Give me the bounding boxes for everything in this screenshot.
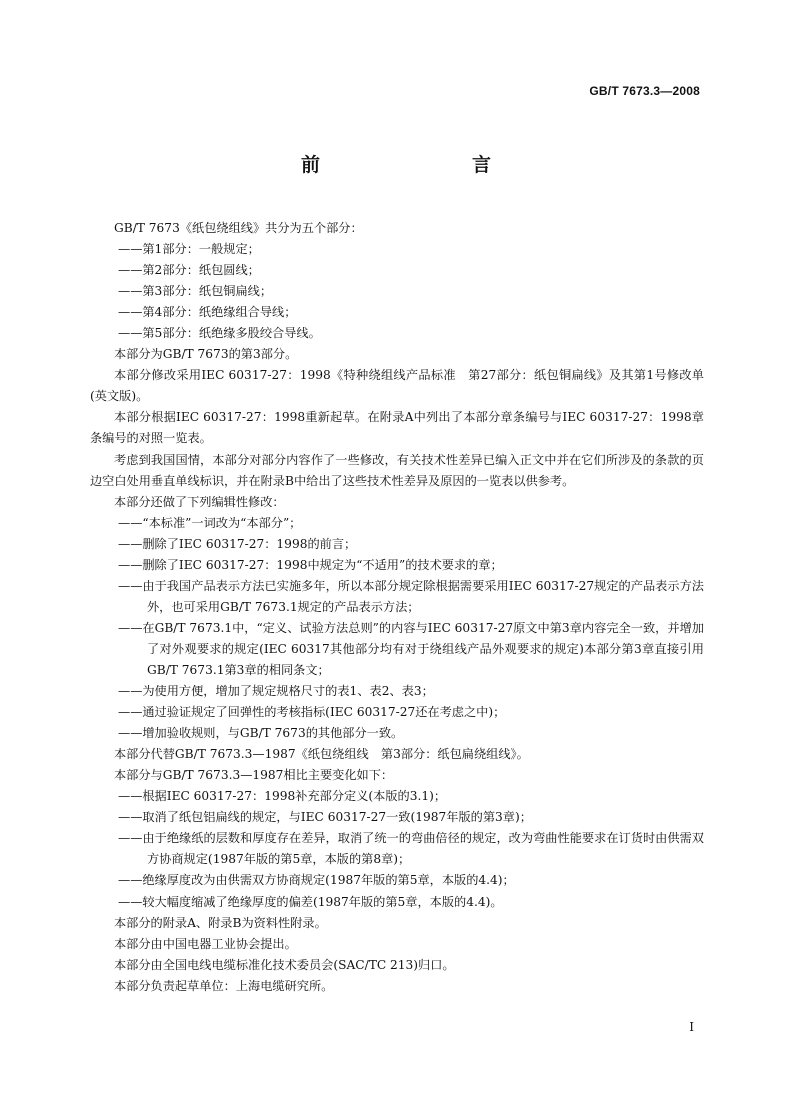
list-item: ——第5部分：纸绝缘多股绞合导线。 (118, 326, 321, 341)
paragraph: 本部分修改采用IEC 60317-27：1998《特种绕组线产品标准 第27部分：纸包铜扁线》及其第1号修改单(英文版)。 (90, 368, 704, 404)
standard-code-header: GB/T 7673.3—2008 (589, 84, 700, 98)
page-number: I (689, 1020, 694, 1034)
list-item: ——取消了纸包铝扁线的规定，与IEC 60317-27一致(1987年版的第3章)； (118, 810, 532, 825)
paragraph: 本部分代替GB/T 7673.3—1987《纸包绕组线 第3部分：纸包扁绕组线》。 (114, 747, 529, 762)
list-item: ——根据IEC 60317-27：1998补充部分定义(本版的3.1)； (118, 789, 447, 804)
list-item: ——在GB/T 7673.1中，“定义、试验方法总则”的内容与IEC 60317-27原文中第3章内容完全一致，并增加了对外观要求的规定(IEC 60317其他部分均有对于绕组线产品外观要求的规定)本部分第3章直接引用GB/T 7673.1第3章的相同条文； (118, 620, 704, 677)
list-item: ——删除了IEC 60317-27：1998中规定为“不适用”的技术要求的章； (118, 557, 503, 572)
list-item: ——由于绝缘纸的层数和厚度存在差异，取消了统一的弯曲倍径的规定，改为弯曲性能要求在订货时由供需双方协商规定(1987年版的第5章，本版的第8章)； (118, 831, 704, 867)
list-item: ——由于我国产品表示方法已实施多年，所以本部分规定除根据需要采用IEC 60317-27规定的产品表示方法外，也可采用GB/T 7673.1规定的产品表示方法； (118, 578, 704, 614)
paragraph: 本部分为GB/T 7673的第3部分。 (114, 347, 298, 362)
paragraph: 本部分还做了下列编辑性修改： (114, 494, 285, 509)
list-item: ——第1部分：一般规定； (118, 242, 260, 257)
list-item: ——增加验收规则，与GB/T 7673的其他部分一致。 (118, 726, 404, 741)
paragraph: 本部分由全国电线电缆标准化技术委员会(SAC/TC 213)归口。 (114, 957, 455, 972)
list-item: ——通过验证规定了回弹性的考核指标(IEC 60317-27还在考虑之中)； (118, 705, 506, 720)
paragraph: 本部分由中国电器工业协会提出。 (114, 936, 297, 951)
paragraph: 本部分根据IEC 60317-27：1998重新起草。在附录A中列出了本部分章条编号与IEC 60317-27：1998章条编号的对照一览表。 (90, 410, 704, 446)
list-item: ——“本标准”一词改为“本部分”； (118, 515, 302, 530)
list-item: ——第3部分：纸包铜扁线； (118, 284, 273, 299)
list-item: ——删除了IEC 60317-27：1998的前言； (118, 536, 357, 551)
list-item: ——绝缘厚度改为由供需双方协商规定(1987年版的第5章，本版的4.4)； (118, 873, 515, 888)
paragraph: GB/T 7673《纸包绕组线》共分为五个部分： (114, 221, 363, 235)
list-item: ——第4部分：纸绝缘组合导线； (118, 305, 297, 320)
document-body (90, 218, 704, 997)
paragraph: 本部分负责起草单位：上海电缆研究所。 (114, 978, 334, 993)
list-item: ——较大幅度缩减了绝缘厚度的偏差(1987年版的第5章，本版的4.4)。 (118, 894, 503, 909)
list-item: ——为使用方便，增加了规定规格尺寸的表1、表2、表3； (118, 684, 434, 699)
paragraph: 本部分的附录A、附录B为资料性附录。 (114, 915, 327, 930)
paragraph: 考虑到我国国情，本部分对部分内容作了一些修改，有关技术性差异已编入正文中并在它们所涉及的条款的页边空白处用垂直单线标识，并在附录B中给出了这些技术性差异及原因的一览表以供参考。 (90, 452, 704, 488)
list-item: ——第2部分：纸包圆线； (118, 263, 260, 278)
paragraph: 本部分与GB/T 7673.3—1987相比主要变化如下： (114, 768, 394, 783)
page-title: 前 言 (300, 154, 529, 176)
